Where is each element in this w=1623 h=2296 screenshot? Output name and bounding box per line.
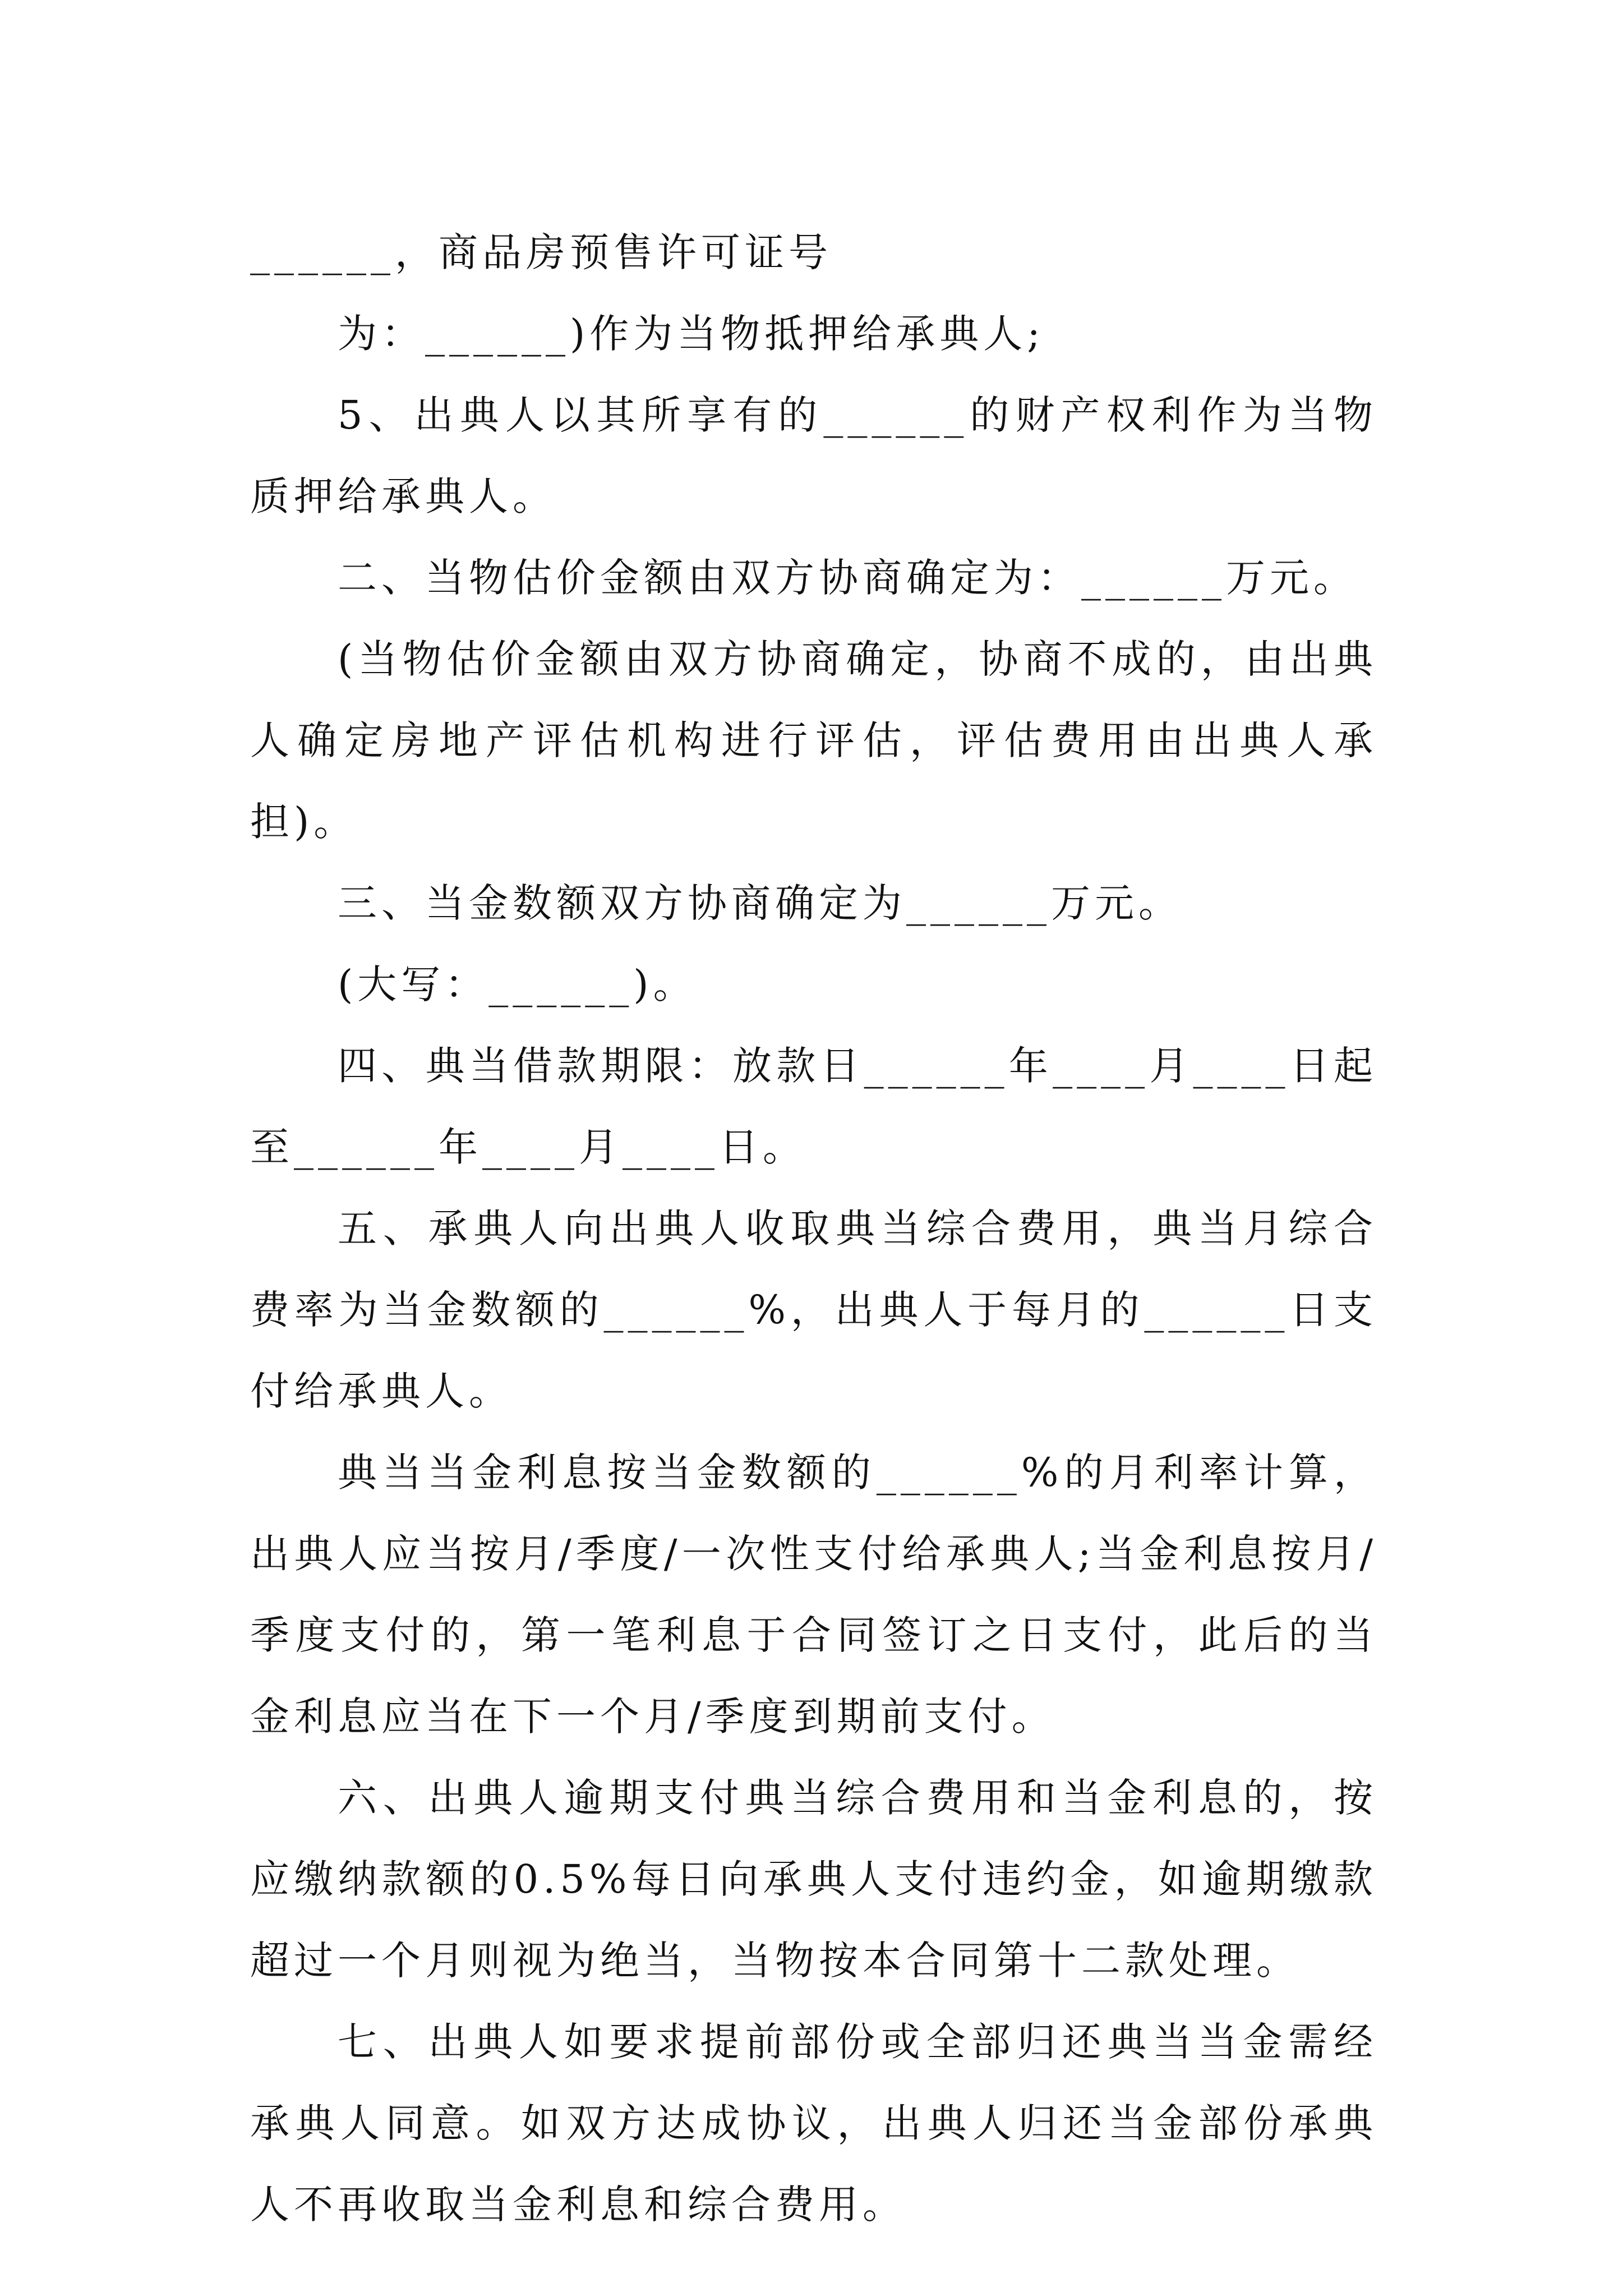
paragraph-amount-in-words: (大写：______)。 (338, 961, 697, 1007)
paragraph-valuation-note: (当物估价金额由双方协商确定，协商不成的，由出典人确定房地产评估机构进行评估，评估费用由出典人承担)。 (250, 636, 1377, 845)
document-body (250, 212, 1377, 2246)
paragraph-pledge-clause: 5、出典人以其所享有的______的财产权利作为当物质押给承典人。 (250, 392, 1377, 519)
paragraph-section-5-fees: 五、承典人向出典人收取典当综合费用，典当月综合费率为当金数额的______%，出典人于每月的______日支付给承典人。 (250, 1205, 1377, 1414)
paragraph-interest: 典当当金利息按当金数额的______%的月利率计算，出典人应当按月/季度/一次性支付给承典人;当金利息按月/季度支付的，第一笔利息于合同签订之日支付，此后的当金利息应当在下一个月/季度到期前支付。 (250, 1450, 1377, 1740)
paragraph-section-7-prepayment: 七、出典人如要求提前部份或全部归还典当当金需经承典人同意。如双方达成协议，出典人归还当金部份承典人不再收取当金利息和综合费用。 (250, 2019, 1377, 2228)
paragraph-section-3-amount: 三、当金数额双方协商确定为______万元。 (338, 880, 1182, 926)
paragraph-section-4-term: 四、典当借款期限：放款日______年____月____日起至______年____月____日。 (250, 1043, 1377, 1170)
paragraph-section-2-valuation: 二、当物估价金额由双方协商确定为：______万元。 (338, 555, 1357, 601)
paragraph-mortgage-clause: 为：______)作为当物抵押给承典人; (338, 311, 1045, 357)
paragraph-section-6-penalty: 六、出典人逾期支付典当综合费用和当金利息的，按应缴纳款额的0.5%每日向承典人支付违约金，如逾期缴款超过一个月则视为绝当，当物按本合同第十二款处理。 (250, 1775, 1377, 1984)
paragraph-permit-number: ______，商品房预售许可证号 (250, 229, 832, 275)
